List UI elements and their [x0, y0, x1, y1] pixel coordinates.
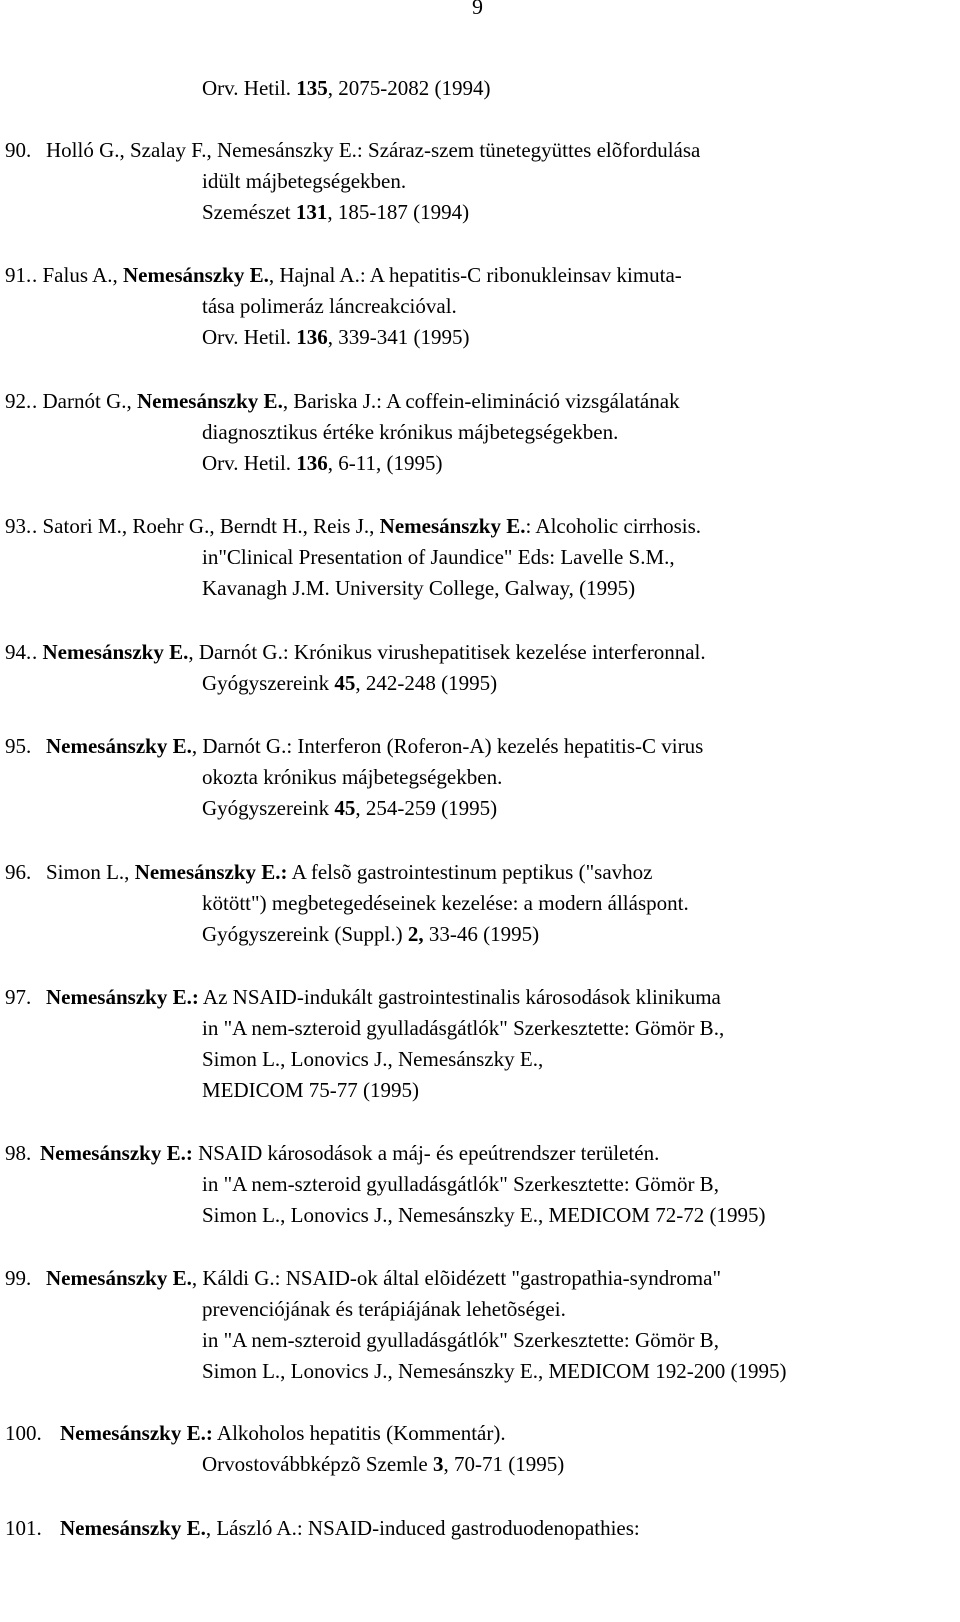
bold-segment: Nemesánszky E.:: [40, 1141, 193, 1165]
bold-segment: 136: [296, 325, 328, 349]
reference-number: 92.: [5, 389, 32, 413]
reference-line: [32, 388, 680, 414]
text-segment: , László A.: NSAID-induced gastroduodenopathies:: [205, 1516, 640, 1540]
reference-line: [202, 670, 497, 696]
text-segment: okozta krónikus májbetegségekben.: [202, 765, 503, 789]
bold-segment: Nemesánszky E.: [60, 1516, 206, 1540]
reference-line: [202, 1451, 564, 1477]
bold-segment: Nemesánszky E.: [379, 514, 526, 538]
reference-line: [202, 419, 618, 445]
bold-segment: 131: [295, 200, 328, 224]
bold-segment: 135: [296, 76, 328, 100]
text-segment: in"Clinical Presentation of Jaundice" Eds: Lavelle S.M.,: [202, 545, 675, 569]
reference-number: 96.: [5, 860, 32, 884]
text-segment: tása polimeráz láncreakcióval.: [202, 294, 457, 318]
text-segment: Simon L., Lonovics J., Nemesánszky E., MEDICOM 192-200 (1995): [202, 1359, 787, 1383]
text-segment: , 185-187 (1994): [327, 200, 470, 224]
reference-line: [202, 293, 457, 319]
reference-line: [202, 1077, 419, 1103]
text-segment: kötött") megbetegedéseinek kezelése: a modern álláspont.: [202, 891, 689, 915]
text-segment: Orv. Hetil.: [202, 451, 297, 475]
text-segment: in "A nem-szteroid gyulladásgátlók" Szerkesztette: Gömör B.,: [202, 1016, 725, 1040]
text-segment: , 2075-2082 (1994): [327, 76, 491, 100]
text-segment: Simon L.,: [46, 860, 135, 884]
reference-number: 97.: [5, 985, 32, 1009]
reference-line: [60, 1420, 506, 1446]
reference-line: [202, 1358, 786, 1384]
reference-line: [202, 1296, 566, 1322]
reference-line: [202, 1171, 719, 1197]
bold-segment: Nemesánszky E.:: [46, 985, 199, 1009]
reference-line: [202, 450, 443, 476]
text-segment: Gyógyszereink: [202, 671, 335, 695]
reference-line: [32, 513, 701, 539]
reference-line: [40, 1140, 659, 1166]
reference-line: [202, 75, 491, 101]
text-segment: .: [32, 640, 43, 664]
reference-line: [202, 575, 635, 601]
reference-number: 95.: [5, 734, 32, 758]
bold-segment: 3: [432, 1452, 444, 1476]
reference-line: [32, 262, 682, 288]
text-segment: idült májbetegségekben.: [202, 169, 407, 193]
reference-line: [202, 795, 497, 821]
text-segment: Alkoholos hepatitis (Kommentár).: [212, 1421, 506, 1445]
text-segment: Orvostovábbképzõ Szemle: [202, 1452, 433, 1476]
reference-number: 98.: [5, 1141, 32, 1165]
reference-line: [202, 544, 675, 570]
text-segment: , 6-11, (1995): [327, 451, 443, 475]
reference-number: 90.: [5, 138, 32, 162]
text-segment: Orv. Hetil.: [202, 325, 297, 349]
reference-line: [46, 984, 721, 1010]
bold-segment: Nemesánszky E.: [136, 389, 283, 413]
bold-segment: Nemesánszky E.:: [134, 860, 288, 884]
reference-line: [46, 733, 703, 759]
reference-line: [46, 1265, 721, 1291]
reference-line: [202, 764, 502, 790]
reference-line: [202, 168, 406, 194]
text-segment: , Hajnal A.: A hepatitis-C ribonukleinsav kimuta-: [268, 263, 682, 287]
text-segment: , Darnót G.: Krónikus virushepatitisek kezelése interferonnal.: [188, 640, 706, 664]
text-segment: prevenciójának és terápiájának lehetõségei.: [202, 1297, 566, 1321]
text-segment: , Káldi G.: NSAID-ok által elõidézett "gastropathia-syndroma": [191, 1266, 722, 1290]
reference-line: [202, 324, 470, 350]
text-segment: : Alcoholic cirrhosis.: [525, 514, 702, 538]
text-segment: , 70-71 (1995): [443, 1452, 565, 1476]
reference-line: [202, 1015, 724, 1041]
text-segment: Simon L., Lonovics J., Nemesánszky E.,: [202, 1047, 544, 1071]
text-segment: Szemészet: [202, 200, 296, 224]
text-segment: . Darnót G.,: [32, 389, 137, 413]
reference-number: 101.: [5, 1516, 42, 1540]
reference-line: [202, 1327, 719, 1353]
text-segment: diagnosztikus értéke krónikus májbetegségekben.: [202, 420, 619, 444]
text-segment: Orv. Hetil.: [202, 76, 297, 100]
reference-number: 94.: [5, 640, 32, 664]
reference-line: [202, 921, 539, 947]
reference-line: [202, 199, 469, 225]
reference-line: [202, 890, 689, 916]
reference-line: [46, 137, 700, 163]
reference-number: 100.: [5, 1421, 42, 1445]
reference-line: [202, 1202, 765, 1228]
bold-segment: Nemesánszky E.: [123, 263, 269, 287]
text-segment: 33-46 (1995): [423, 922, 540, 946]
text-segment: in "A nem-szteroid gyulladásgátlók" Szerkesztette: Gömör B,: [202, 1328, 719, 1352]
reference-number: 91.: [5, 263, 32, 287]
bold-segment: 45: [334, 671, 356, 695]
text-segment: , 242-248 (1995): [355, 671, 498, 695]
text-segment: , 254-259 (1995): [355, 796, 498, 820]
text-segment: MEDICOM 75-77 (1995): [202, 1078, 419, 1102]
bold-segment: 2,: [407, 922, 424, 946]
bold-segment: Nemesánszky E.: [46, 1266, 192, 1290]
text-segment: , Bariska J.: A coffein-elimináció vizsgálatának: [282, 389, 680, 413]
reference-line: [60, 1515, 640, 1541]
text-segment: Kavanagh J.M. University College, Galway, (1995): [202, 576, 636, 600]
bold-segment: 136: [296, 451, 328, 475]
reference-line: [32, 639, 706, 665]
page-number: 9: [472, 0, 483, 19]
reference-number: 93.: [5, 514, 32, 538]
text-segment: Gyógyszereink: [202, 796, 335, 820]
text-segment: Simon L., Lonovics J., Nemesánszky E., MEDICOM 72-72 (1995): [202, 1203, 766, 1227]
text-segment: Az NSAID-indukált gastrointestinalis károsodások klinikuma: [198, 985, 721, 1009]
text-segment: , 339-341 (1995): [327, 325, 470, 349]
text-segment: , Darnót G.: Interferon (Roferon-A) kezelés hepatitis-C virus: [191, 734, 704, 758]
reference-number: 99.: [5, 1266, 32, 1290]
text-segment: . Satori M., Roehr G., Berndt H., Reis J.,: [32, 514, 380, 538]
text-segment: NSAID károsodások a máj- és epeútrendszer területén.: [192, 1141, 660, 1165]
reference-line: [202, 1046, 543, 1072]
bold-segment: Nemesánszky E.: [46, 734, 192, 758]
bold-segment: Nemesánszky E.: [42, 640, 189, 664]
reference-line: [46, 859, 652, 885]
text-segment: in "A nem-szteroid gyulladásgátlók" Szerkesztette: Gömör B,: [202, 1172, 719, 1196]
text-segment: . Falus A.,: [32, 263, 124, 287]
bold-segment: 45: [334, 796, 356, 820]
text-segment: Gyógyszereink (Suppl.): [202, 922, 408, 946]
bold-segment: Nemesánszky E.:: [60, 1421, 213, 1445]
text-segment: A felsõ gastrointestinum peptikus ("savhoz: [287, 860, 653, 884]
text-segment: Holló G., Szalay F., Nemesánszky E.: Száraz-szem tünetegyüttes elõfordulása: [46, 138, 701, 162]
